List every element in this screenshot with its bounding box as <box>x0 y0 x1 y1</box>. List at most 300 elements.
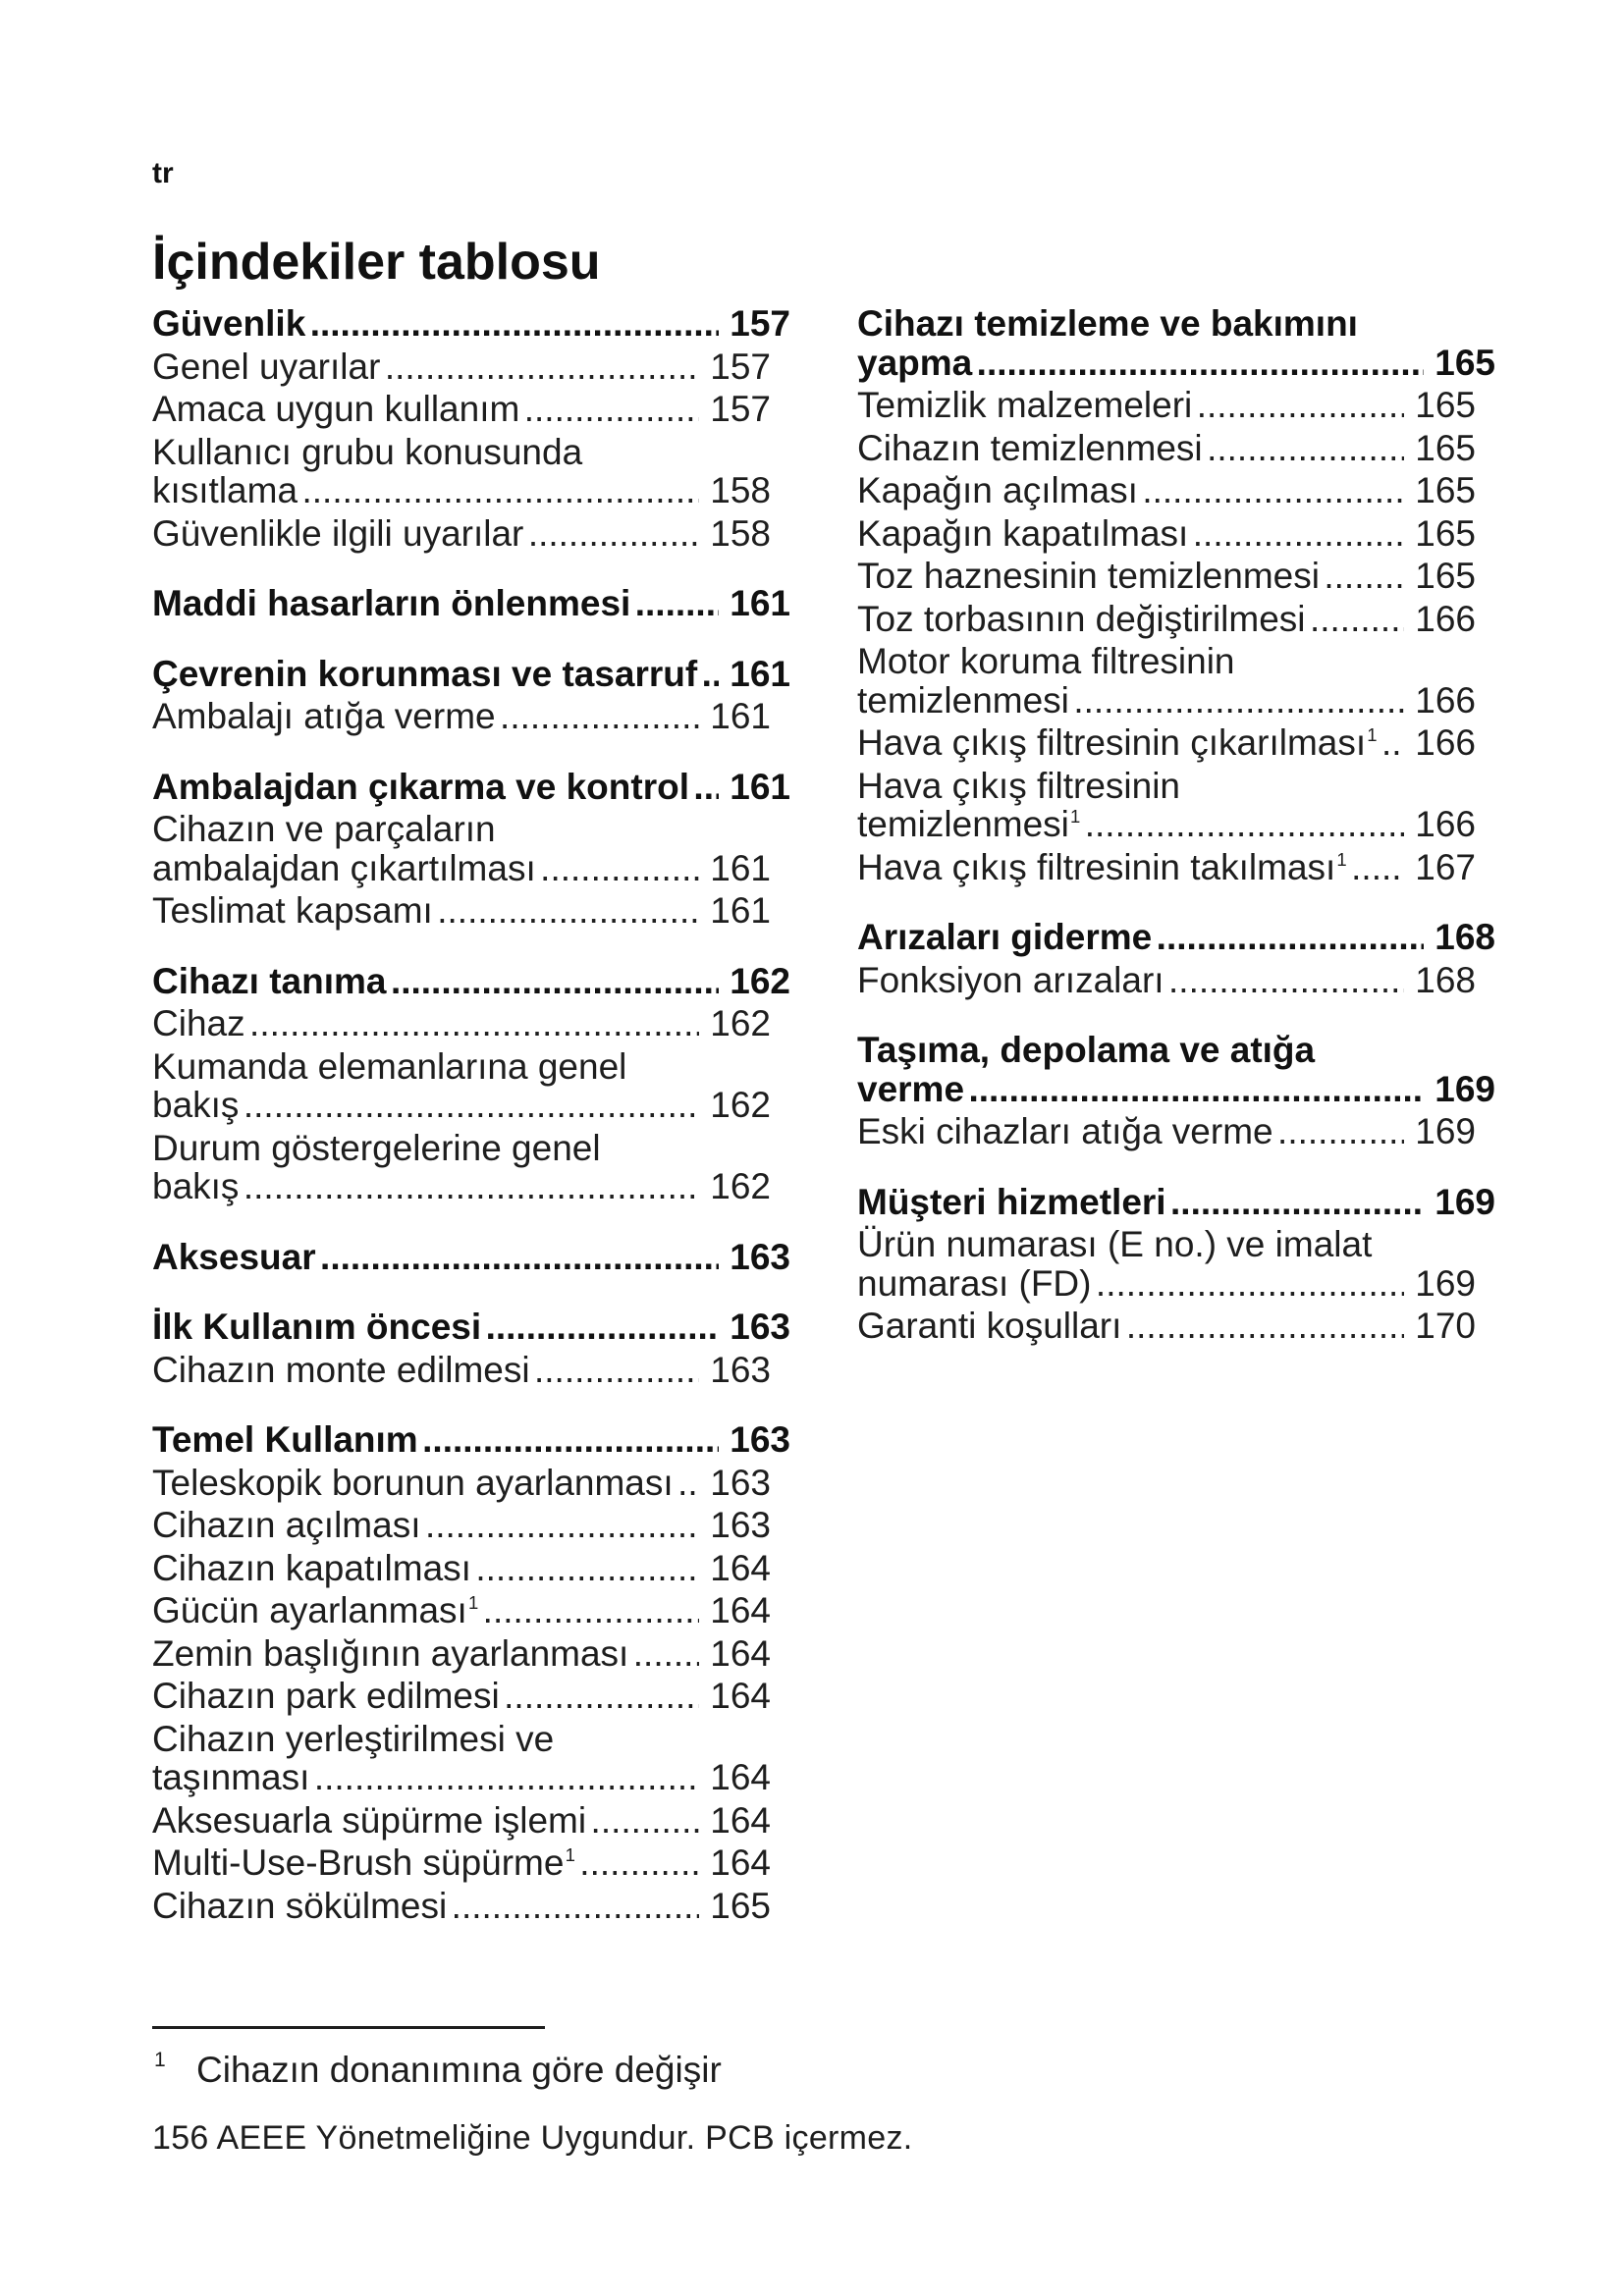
toc-row <box>857 723 1495 763</box>
toc-entry <box>152 810 790 887</box>
dot-leader <box>693 768 719 807</box>
toc-row <box>857 1070 1495 1109</box>
page-number: 161 <box>710 696 771 736</box>
page-number: 157 <box>710 389 771 429</box>
toc-row <box>152 471 790 510</box>
page-number: 168 <box>1415 959 1476 1000</box>
toc-label-text: Hava çıkış filtresinin takılması <box>857 846 1336 887</box>
dot-leader <box>677 1464 699 1503</box>
page-number: 166 <box>1415 598 1476 639</box>
toc-label <box>857 514 1188 554</box>
toc-label-text: temizlenmesi <box>857 804 1069 844</box>
toc-label-text: yapma <box>857 342 973 383</box>
toc-label <box>857 918 1152 957</box>
toc-label <box>857 557 1320 596</box>
toc-label-text: Ambalajdan çıkarma ve kontrol <box>152 766 689 807</box>
toc-row <box>152 304 790 344</box>
toc-label <box>857 1264 1091 1304</box>
toc-entry <box>152 1047 790 1125</box>
dot-leader <box>301 471 699 510</box>
toc-label-text: Cihazı tanıma <box>152 960 387 1001</box>
dot-leader <box>524 390 699 429</box>
page-number: 166 <box>1415 804 1476 844</box>
toc-label-text: bakış <box>152 1085 240 1125</box>
toc-row <box>152 1801 790 1841</box>
dot-leader <box>1207 429 1404 468</box>
toc-row <box>152 1591 790 1630</box>
toc-label-text: Toz haznesinin temizlenmesi <box>857 556 1320 596</box>
page-number: 162 <box>710 1003 771 1043</box>
page-number: 164 <box>710 1799 771 1841</box>
toc-label-text: Çevrenin korunması ve tasarruf <box>152 653 698 694</box>
page-number: 161 <box>710 847 771 888</box>
toc-heading <box>152 655 790 694</box>
toc-entry <box>857 429 1495 468</box>
dot-leader <box>968 1070 1424 1109</box>
toc-row <box>152 1887 790 1926</box>
page-number: 169 <box>1435 1181 1495 1222</box>
toc-entry <box>152 697 790 736</box>
toc-row <box>857 1112 1495 1151</box>
page-number: 158 <box>710 470 771 510</box>
toc-label-text: Fonksiyon arızaları <box>857 959 1164 1000</box>
toc-entry <box>152 1720 790 1797</box>
toc-row <box>152 697 790 736</box>
toc-label-text: Genel uyarılar <box>152 346 381 387</box>
page-number: 165 <box>710 1885 771 1926</box>
page-footer <box>152 2120 913 2156</box>
toc-label-text: Cihazın sökülmesi <box>152 1885 448 1926</box>
dot-leader <box>244 1167 699 1206</box>
toc-label <box>152 768 689 807</box>
toc-label <box>152 1801 586 1841</box>
toc-section <box>857 918 1495 999</box>
toc-entry <box>857 386 1495 425</box>
toc-row <box>152 1634 790 1674</box>
page-number: 158 <box>710 512 771 554</box>
dot-leader <box>633 1634 699 1674</box>
dot-leader <box>385 347 699 387</box>
toc-entry <box>152 514 790 554</box>
page-number: 166 <box>1415 679 1476 721</box>
toc-label <box>152 1167 239 1206</box>
dot-leader <box>422 1420 719 1460</box>
toc-section <box>152 655 790 736</box>
toc-row <box>152 768 790 807</box>
toc-label-text: Maddi hasarların önlenmesi <box>152 583 631 623</box>
toc-heading <box>857 1031 1495 1108</box>
toc-section <box>857 304 1495 886</box>
dot-leader <box>534 1351 699 1390</box>
toc-label-text: Müşteri hizmetleri <box>857 1181 1166 1222</box>
toc-label <box>857 723 1378 763</box>
page-number: 165 <box>1415 556 1476 596</box>
toc-row <box>152 1843 790 1883</box>
toc-entry <box>857 471 1495 510</box>
toc-column-left <box>152 304 790 1925</box>
language-code: tr <box>152 157 174 189</box>
toc-label-text: numarası (FD) <box>857 1262 1092 1304</box>
toc-line: Cihazı temizleme ve bakımını <box>857 303 1358 344</box>
footnote-ref: 1 <box>1336 848 1347 870</box>
toc-label <box>152 347 380 387</box>
toc-entry <box>152 1464 790 1503</box>
toc-row <box>152 514 790 554</box>
page-number: 162 <box>710 1166 771 1206</box>
page-number: 164 <box>710 1842 771 1883</box>
toc-label-text: Teslimat kapsamı <box>152 890 433 931</box>
page-number: 164 <box>710 1547 771 1588</box>
dot-leader <box>1085 805 1404 844</box>
toc-heading <box>152 1420 790 1460</box>
toc-label-text: Cihazın kapatılması <box>152 1547 471 1588</box>
toc-entry <box>857 600 1495 639</box>
dot-leader <box>1170 1183 1424 1222</box>
toc-label-text: Amaca uygun kullanım <box>152 389 520 429</box>
dot-leader <box>500 697 699 736</box>
toc-row <box>857 344 1495 383</box>
toc-row <box>857 429 1495 468</box>
toc-label <box>857 471 1138 510</box>
toc-heading <box>152 768 790 807</box>
toc-line: Taşıma, depolama ve atığa <box>857 1030 1316 1070</box>
toc-label <box>152 697 496 736</box>
toc-row <box>152 1351 790 1390</box>
toc-section <box>152 768 790 931</box>
dot-leader <box>591 1801 700 1841</box>
toc-row <box>152 1506 790 1545</box>
toc-entry <box>152 891 790 931</box>
toc-label <box>152 891 433 931</box>
footnote <box>152 2051 722 2090</box>
toc-row <box>857 600 1495 639</box>
toc-label-text: Temel Kullanım <box>152 1419 418 1460</box>
toc-label-text: Cihazın park edilmesi <box>152 1676 500 1716</box>
toc-row <box>857 848 1495 887</box>
toc-label-text: temizlenmesi <box>857 679 1069 721</box>
page-number: 157 <box>710 346 771 387</box>
toc-entry <box>857 1112 1495 1151</box>
toc-entry <box>857 557 1495 596</box>
toc-entry <box>152 433 790 510</box>
toc-label-text: Gücün ayarlanması <box>152 1590 467 1630</box>
toc-row <box>152 390 790 429</box>
toc-entry <box>152 1634 790 1674</box>
toc-row <box>152 1167 790 1206</box>
dot-leader <box>1197 386 1404 425</box>
toc-line: Ürün numarası (E no.) ve imalat <box>857 1224 1373 1264</box>
dot-leader <box>437 891 699 931</box>
footnote-ref: 1 <box>565 1844 575 1866</box>
toc-label-text: İlk Kullanım öncesi <box>152 1307 482 1347</box>
toc-label-text: Eski cihazları atığa verme <box>857 1111 1273 1151</box>
toc-entry <box>152 1549 790 1588</box>
dot-leader <box>475 1549 699 1588</box>
toc-label <box>857 961 1164 1000</box>
toc-row <box>857 1264 1495 1304</box>
dot-leader <box>314 1758 699 1797</box>
toc-label <box>857 1112 1273 1151</box>
toc-row <box>152 1549 790 1588</box>
page-number: 164 <box>710 1590 771 1630</box>
toc-label <box>152 1758 309 1797</box>
dot-leader <box>1168 961 1404 1000</box>
toc-heading <box>857 918 1495 957</box>
page-number: 164 <box>710 1676 771 1716</box>
toc-entry <box>857 514 1495 554</box>
dot-leader <box>1193 514 1404 554</box>
toc-heading <box>857 304 1495 382</box>
toc-entry <box>857 1307 1495 1346</box>
toc-row <box>857 386 1495 425</box>
page-number: 161 <box>730 653 790 694</box>
footnote-ref: 1 <box>467 1592 479 1614</box>
toc-label <box>152 655 697 694</box>
toc-label <box>152 584 630 623</box>
toc-entry <box>152 1351 790 1390</box>
toc-entry <box>152 1801 790 1841</box>
page-number: 163 <box>710 1462 771 1503</box>
page-number: 166 <box>1415 722 1476 763</box>
toc-section <box>152 584 790 623</box>
dot-leader <box>1142 471 1404 510</box>
toc-label-text: Cihazın temizlenmesi <box>857 427 1203 468</box>
toc-label <box>857 600 1306 639</box>
toc-label <box>152 471 298 510</box>
toc-entry <box>152 1887 790 1926</box>
dot-leader <box>504 1677 699 1716</box>
toc-entry <box>857 723 1495 763</box>
toc-label-text: Aksesuar <box>152 1236 316 1277</box>
toc-line: Motor koruma filtresinin <box>857 641 1235 681</box>
toc-label-text: Ambalajı atığa verme <box>152 696 496 736</box>
page-number: 169 <box>1415 1111 1476 1151</box>
toc-label-text: kısıtlama <box>152 470 298 510</box>
page-number: 161 <box>730 583 790 623</box>
toc-row <box>857 681 1495 721</box>
dot-leader <box>1381 723 1404 763</box>
page-number: 163 <box>710 1349 771 1390</box>
toc-label <box>152 1634 628 1674</box>
dot-leader <box>702 655 720 694</box>
toc-label <box>152 1464 674 1503</box>
toc-row <box>152 891 790 931</box>
toc-label-text: Toz torbasının değiştirilmesi <box>857 598 1306 639</box>
page-number: 162 <box>730 960 790 1001</box>
toc-heading <box>857 1183 1495 1222</box>
toc-label <box>152 390 519 429</box>
toc-entry <box>152 390 790 429</box>
page-number: 163 <box>730 1419 790 1460</box>
toc-row <box>152 849 790 888</box>
footnote-text: Cihazın donanımına göre değişir <box>196 2050 722 2090</box>
dot-leader <box>320 1238 719 1277</box>
toc-row <box>152 1308 790 1347</box>
page-number: 165 <box>1415 512 1476 554</box>
toc-label <box>857 805 1080 844</box>
toc-row <box>152 347 790 387</box>
toc-section <box>857 1183 1495 1346</box>
toc-label <box>152 1308 481 1347</box>
toc-row <box>857 805 1495 844</box>
toc-label <box>857 1070 964 1109</box>
page-number: 163 <box>730 1236 790 1277</box>
dot-leader <box>1351 848 1404 887</box>
dot-leader <box>1126 1307 1404 1346</box>
page-number: 165 <box>1415 385 1476 425</box>
dot-leader <box>1277 1112 1404 1151</box>
dot-leader <box>1073 681 1404 721</box>
toc-section <box>152 304 790 553</box>
toc-label-text: Cihazın açılması <box>152 1505 421 1545</box>
toc-label <box>152 1420 418 1460</box>
toc-label-text: Teleskopik borunun ayarlanması <box>152 1462 674 1503</box>
toc-entry <box>152 1677 790 1716</box>
dot-leader <box>1157 918 1425 957</box>
page-number: 169 <box>1415 1262 1476 1304</box>
toc-label-text: ambalajdan çıkartılması <box>152 847 536 888</box>
toc-label <box>152 1677 500 1716</box>
toc-label-text: bakış <box>152 1166 240 1206</box>
dot-leader <box>425 1506 699 1545</box>
dot-leader <box>1310 600 1404 639</box>
toc-section <box>152 962 790 1206</box>
page-number: 161 <box>730 766 790 807</box>
toc-label-text: Hava çıkış filtresinin çıkarılması <box>857 722 1367 763</box>
toc-label <box>152 514 523 554</box>
toc-label <box>857 1307 1121 1346</box>
toc-row <box>152 1677 790 1716</box>
toc-label <box>152 1506 421 1545</box>
page-number: 164 <box>710 1757 771 1797</box>
dot-leader <box>244 1086 699 1125</box>
toc-label-text: Güvenlikle ilgili uyarılar <box>152 512 524 554</box>
toc-label <box>857 344 972 383</box>
footnote-divider <box>152 2026 545 2029</box>
toc-row <box>152 1004 790 1043</box>
dot-leader <box>486 1308 720 1347</box>
toc-heading <box>152 304 790 344</box>
toc-label-text: Arızaları giderme <box>857 917 1153 957</box>
toc-label-text: taşınması <box>152 1757 310 1797</box>
toc-label-text: Multi-Use-Brush süpürme <box>152 1842 565 1883</box>
page-number: 168 <box>1435 917 1495 957</box>
toc-label-text: Cihazın monte edilmesi <box>152 1349 530 1390</box>
page-number: 162 <box>710 1085 771 1125</box>
page-number: 165 <box>1415 427 1476 468</box>
toc-label <box>152 1238 316 1277</box>
page-number: 163 <box>730 1307 790 1347</box>
toc-heading <box>152 584 790 623</box>
toc-row <box>152 1086 790 1125</box>
toc-section <box>857 1031 1495 1151</box>
toc-label <box>152 1351 530 1390</box>
toc-row <box>857 1307 1495 1346</box>
toc-row <box>857 514 1495 554</box>
dot-leader <box>635 584 719 623</box>
toc-heading <box>152 1308 790 1347</box>
toc-entry <box>152 1129 790 1206</box>
toc-column-right <box>857 304 1495 1346</box>
toc-row <box>857 918 1495 957</box>
toc-section <box>152 1420 790 1925</box>
toc-label <box>152 1549 471 1588</box>
toc-label <box>152 1591 478 1630</box>
page-number: 156 <box>152 2119 209 2157</box>
toc-line: Durum göstergelerine genel <box>152 1127 601 1168</box>
dot-leader <box>1096 1264 1404 1304</box>
page-number: 169 <box>1435 1068 1495 1109</box>
dot-leader <box>1324 557 1404 596</box>
toc-label-text: Temizlik malzemeleri <box>857 385 1193 425</box>
toc-entry <box>857 961 1495 1000</box>
footer-text: AEEE Yönetmeliğine Uygundur. PCB içermez. <box>216 2119 913 2157</box>
toc-label <box>152 1887 447 1926</box>
dot-leader <box>483 1591 700 1630</box>
toc-label-text: Garanti koşulları <box>857 1306 1122 1346</box>
dot-leader <box>310 304 719 344</box>
toc-label-text: Zemin başlığının ayarlanması <box>152 1632 629 1674</box>
toc-label <box>857 681 1069 721</box>
toc-label <box>857 1183 1166 1222</box>
toc-entry <box>857 767 1495 844</box>
toc-label <box>857 429 1203 468</box>
toc-row <box>152 655 790 694</box>
toc-entry <box>152 1506 790 1545</box>
dot-leader <box>452 1887 700 1926</box>
footnote-ref: 1 <box>1070 806 1081 828</box>
page-number: 165 <box>1435 342 1495 383</box>
page-number: 170 <box>1415 1306 1476 1346</box>
toc-label-text: verme <box>857 1068 965 1109</box>
dot-leader <box>528 514 699 554</box>
toc-label <box>152 304 305 344</box>
toc-line: Kumanda elemanlarına genel <box>152 1045 627 1087</box>
toc-label <box>152 962 387 1001</box>
toc-label <box>857 848 1347 887</box>
dot-leader <box>249 1004 699 1043</box>
toc-row <box>152 1238 790 1277</box>
toc-row <box>857 471 1495 510</box>
dot-leader <box>540 849 699 888</box>
toc-row <box>857 1183 1495 1222</box>
toc-row <box>857 557 1495 596</box>
page-number: 167 <box>1415 846 1476 887</box>
toc-heading <box>152 962 790 1001</box>
page-number: 164 <box>710 1632 771 1674</box>
toc-line: Hava çıkış filtresinin <box>857 765 1180 806</box>
toc-label <box>152 849 536 888</box>
toc-label-text: Kapağın açılması <box>857 470 1138 510</box>
dot-leader <box>579 1843 699 1883</box>
toc-entry <box>857 848 1495 887</box>
toc-row <box>152 1464 790 1503</box>
page-number: 163 <box>710 1505 771 1545</box>
toc-label-text: Cihaz <box>152 1003 245 1043</box>
toc-row <box>857 961 1495 1000</box>
toc-entry <box>152 1004 790 1043</box>
dot-leader <box>391 962 719 1001</box>
toc-entry <box>152 1591 790 1630</box>
toc-label <box>152 1086 239 1125</box>
toc-row <box>152 584 790 623</box>
page-number: 165 <box>1415 470 1476 510</box>
toc-label-text: Aksesuarla süpürme işlemi <box>152 1799 587 1841</box>
toc-entry <box>152 347 790 387</box>
toc-entry <box>857 1225 1495 1303</box>
toc-row <box>152 1758 790 1797</box>
toc-label <box>152 1843 575 1883</box>
